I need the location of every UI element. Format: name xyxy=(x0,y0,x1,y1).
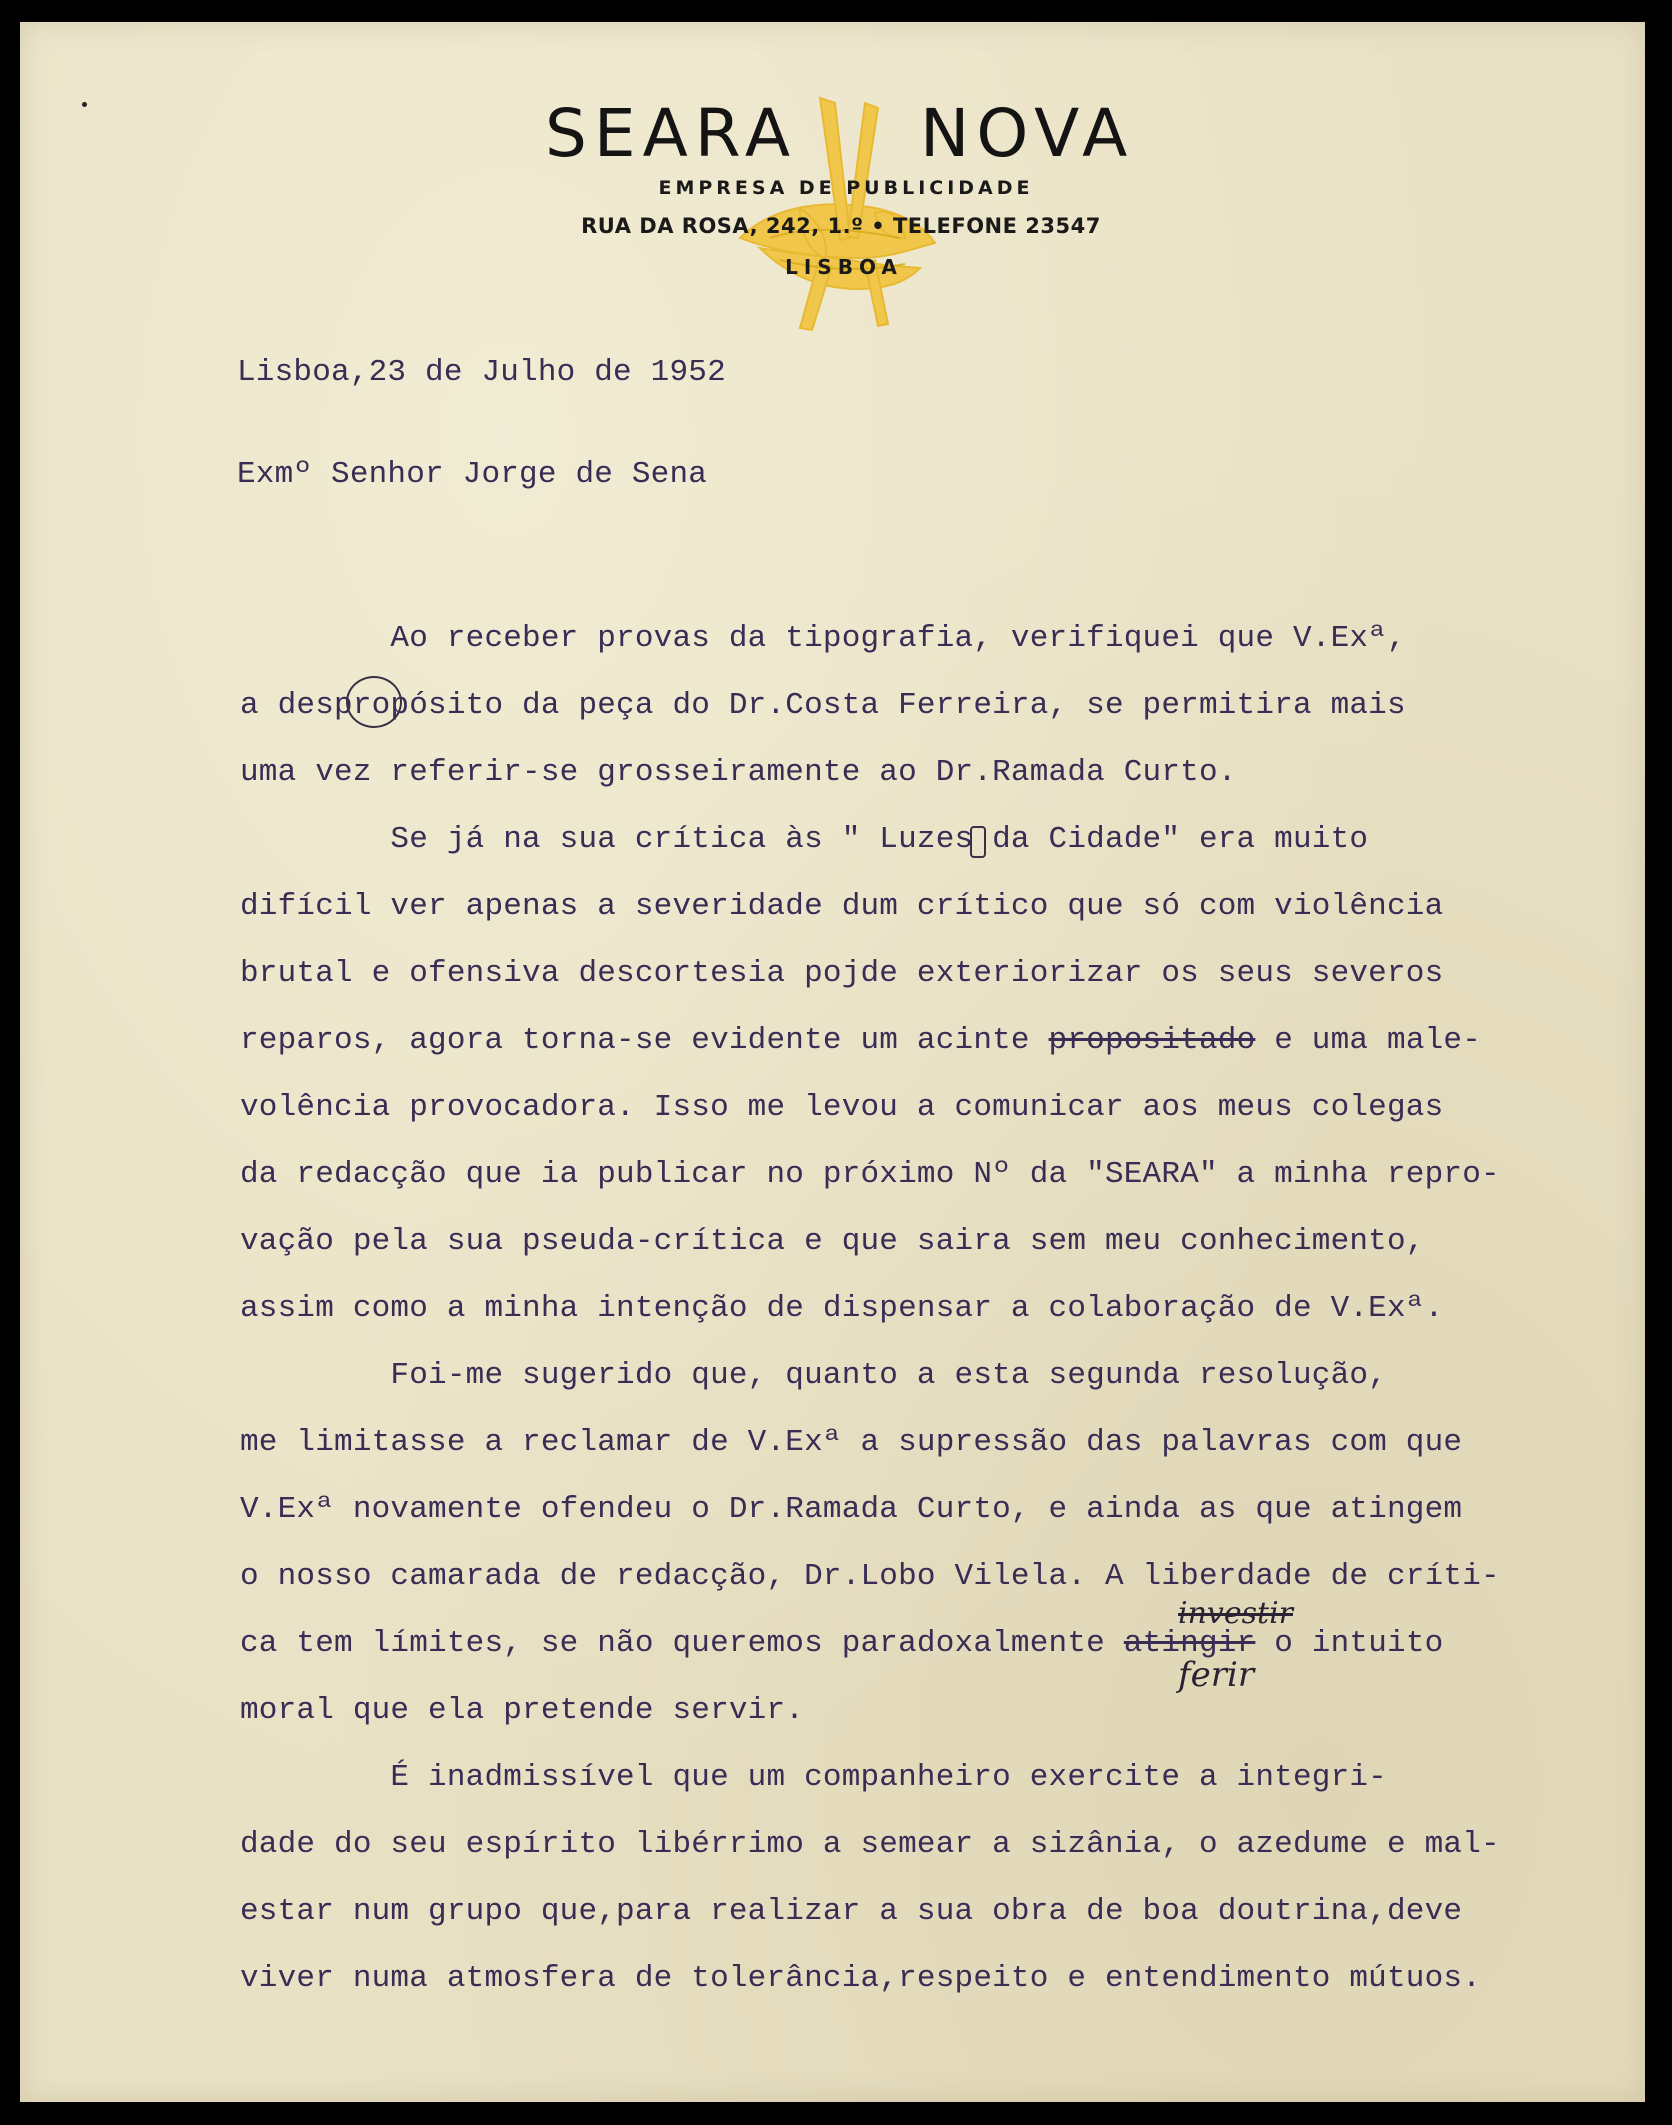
body-line: da redacção que ia publicar no próximo Nº da "SEARA" a minha repro- xyxy=(240,1157,1500,1192)
body-line: V.Exª novamente ofendeu o Dr.Ramada Curto, e ainda as que atingem xyxy=(240,1492,1463,1527)
body-line: uma vez referir-se grosseiramente ao Dr.Ramada Curto. xyxy=(240,755,1237,790)
body-line: moral que ela pretende servir. xyxy=(240,1693,805,1728)
body-line: a despropósito da peça do Dr.Costa Ferreira, se permitira mais xyxy=(240,688,1406,723)
handwritten-correction-circle xyxy=(346,676,402,728)
handwritten-insertion-above: investir xyxy=(1178,1596,1294,1631)
body-line xyxy=(240,1023,1481,1058)
ink-speck xyxy=(82,102,87,107)
struck-word: propositado xyxy=(1048,1023,1256,1058)
body-line: assim como a minha intenção de dispensar a colaboração de V.Exª. xyxy=(240,1291,1444,1326)
body-line: viver numa atmosfera de tolerância,respeito e entendimento mútuos. xyxy=(240,1961,1481,1996)
letterhead-title-right: NOVA xyxy=(920,95,1135,172)
letter-salutation: Exmº Senhor Jorge de Sena xyxy=(237,457,708,492)
body-line: Ao receber provas da tipografia, verifiquei que V.Exª, xyxy=(240,621,1406,656)
handwritten-correction-mark xyxy=(970,826,986,858)
body-line-text: reparos, agora torna-se evidente um acinte xyxy=(240,1023,1030,1058)
body-line: Se já na sua crítica às " Luzes da Cidade" era muito xyxy=(240,822,1369,857)
body-line: estar num grupo que,para realizar a sua obra de boa doutrina,deve xyxy=(240,1894,1463,1929)
body-line: o nosso camarada de redacção, Dr.Lobo Vilela. A liberdade de críti- xyxy=(240,1559,1500,1594)
body-line: Foi-me sugerido que, quanto a esta segunda resolução, xyxy=(240,1358,1387,1393)
body-line: É inadmissível que um companheiro exercite a integri- xyxy=(240,1760,1387,1795)
body-line: difícil ver apenas a severidade dum crítico que só com violência xyxy=(240,889,1444,924)
body-line-tail: e uma male- xyxy=(1255,1023,1482,1058)
body-line-tail: o intuito xyxy=(1255,1626,1444,1661)
letterhead-city: LISBOA xyxy=(785,255,903,279)
body-line-text: ca tem límites, se não queremos paradoxalmente xyxy=(240,1626,1105,1661)
body-line: volência provocadora. Isso me levou a comunicar aos meus colegas xyxy=(240,1090,1444,1125)
body-line: vação pela sua pseuda-crítica e que saira sem meu conhecimento, xyxy=(240,1224,1425,1259)
letterhead-address: RUA DA ROSA, 242, 1.º • TELEFONE 23547 xyxy=(581,214,1101,238)
body-line: me limitasse a reclamar de V.Exª a supressão das palavras com que xyxy=(240,1425,1463,1460)
letter-date: Lisboa,23 de Julho de 1952 xyxy=(237,355,726,390)
body-line: brutal e ofensiva descortesia pojde exteriorizar os seus severos xyxy=(240,956,1444,991)
struck-word: atingir xyxy=(1123,1626,1256,1661)
body-line xyxy=(240,1626,1443,1661)
body-line: dade do seu espírito libérrimo a semear a sizânia, o azedume e mal- xyxy=(240,1827,1500,1862)
letterhead-subtitle: EMPRESA DE PUBLICIDADE xyxy=(658,177,1034,199)
handwritten-insertion-below: ferir xyxy=(1178,1655,1255,1695)
letterhead-title-left: SEARA xyxy=(545,95,798,172)
